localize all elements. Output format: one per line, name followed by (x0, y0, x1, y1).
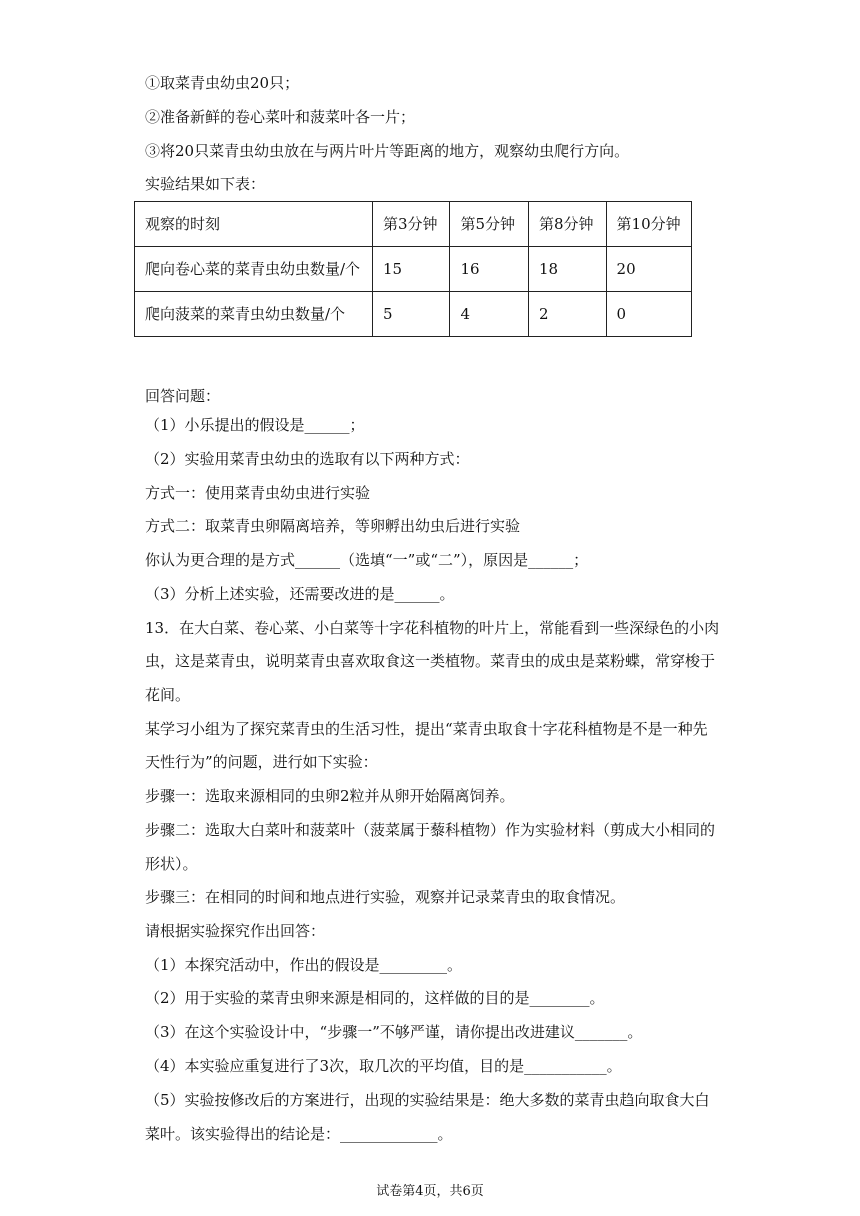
table-row (135, 247, 692, 292)
intro-step-3: ③将20只菜青虫幼虫放在与两片叶片等距离的地方，观察幼虫爬行方向。 (145, 142, 630, 160)
table-row-label: 爬向菠菜的菜青虫幼虫数量/个 (135, 292, 373, 337)
table-header-cell: 观察的时刻 (135, 202, 373, 247)
table-cell: 4 (450, 292, 529, 337)
q13-line: 菜叶。该实验得出的结论是：_____________。 (145, 1125, 453, 1143)
q13-line: 步骤一：选取来源相同的虫卵2粒并从卵开始隔离饲养。 (145, 787, 515, 805)
q13-line: 花间。 (145, 686, 191, 704)
q13-line: 天性行为”的问题，进行如下实验： (145, 753, 378, 771)
table-header-cell: 第3分钟 (372, 202, 450, 247)
table-cell: 5 (372, 292, 450, 337)
q12-prompt: 回答问题： (145, 387, 221, 405)
q13-line: 步骤三：在相同的时间和地点进行实验，观察并记录菜青虫的取食情况。 (145, 888, 626, 906)
q13-line: （5）实验按修改后的方案进行，出现的实验结果是：绝大多数的菜青虫趋向取食大白 (145, 1091, 710, 1109)
q13-line: （1）本探究活动中，作出的假设是_________。 (145, 956, 463, 974)
table-row (135, 292, 692, 337)
table-cell: 18 (529, 247, 607, 292)
results-table (134, 201, 692, 337)
q13-line: 形状）。 (145, 855, 198, 873)
table-cell: 0 (606, 292, 691, 337)
table-cell: 2 (529, 292, 607, 337)
q13-line: 请根据实验探究作出回答： (145, 922, 326, 940)
results-caption: 实验结果如下表： (145, 175, 266, 193)
q13-line: （4）本实验应重复进行了3次，取几次的平均值，目的是___________。 (145, 1057, 622, 1075)
table-header-cell: 第5分钟 (450, 202, 529, 247)
q13-line: （2）用于实验的菜青虫卵来源是相同的，这样做的目的是________。 (145, 989, 605, 1007)
q13-line: 13．在大白菜、卷心菜、小白菜等十字花科植物的叶片上，常能看到一些深绿色的小肉 (145, 619, 720, 637)
q13-line: 虫，这是菜青虫，说明菜青虫喜欢取食这一类植物。菜青虫的成虫是菜粉蝶，常穿梭于 (145, 652, 716, 670)
page-footer: 试卷第4页，共6页 (376, 1184, 484, 1199)
table-cell: 16 (450, 247, 529, 292)
q12-line: 你认为更合理的是方式______（选填“一”或“二”），原因是______； (145, 551, 589, 569)
q13-line: 步骤二：选取大白菜叶和菠菜叶（菠菜属于藜科植物）作为实验材料（剪成大小相同的 (145, 821, 716, 839)
q12-line: （1）小乐提出的假设是______； (145, 416, 365, 434)
intro-step-1: ①取菜青虫幼虫20只； (145, 74, 300, 92)
table-header-cell: 第8分钟 (529, 202, 607, 247)
q12-line: 方式二：取菜青虫卵隔离培养，等卵孵出幼虫后进行实验 (145, 517, 521, 535)
table-header-row (135, 202, 692, 247)
q12-line: 方式一：使用菜青虫幼虫进行实验 (145, 484, 371, 502)
q12-line: （3）分析上述实验，还需要改进的是______。 (145, 585, 455, 603)
intro-step-2: ②准备新鲜的卷心菜叶和菠菜叶各一片； (145, 108, 416, 126)
table-header-cell: 第10分钟 (606, 202, 691, 247)
q13-line: （3）在这个实验设计中，“步骤一”不够严谨，请你提出改进建议_______。 (145, 1023, 643, 1041)
table-cell: 15 (372, 247, 450, 292)
q12-line: （2）实验用菜青虫幼虫的选取有以下两种方式： (145, 450, 470, 468)
q13-line: 某学习小组为了探究菜青虫的生活习性，提出“菜青虫取食十字花科植物是不是一种先 (145, 720, 708, 738)
table-cell: 20 (606, 247, 691, 292)
table-row-label: 爬向卷心菜的菜青虫幼虫数量/个 (135, 247, 373, 292)
